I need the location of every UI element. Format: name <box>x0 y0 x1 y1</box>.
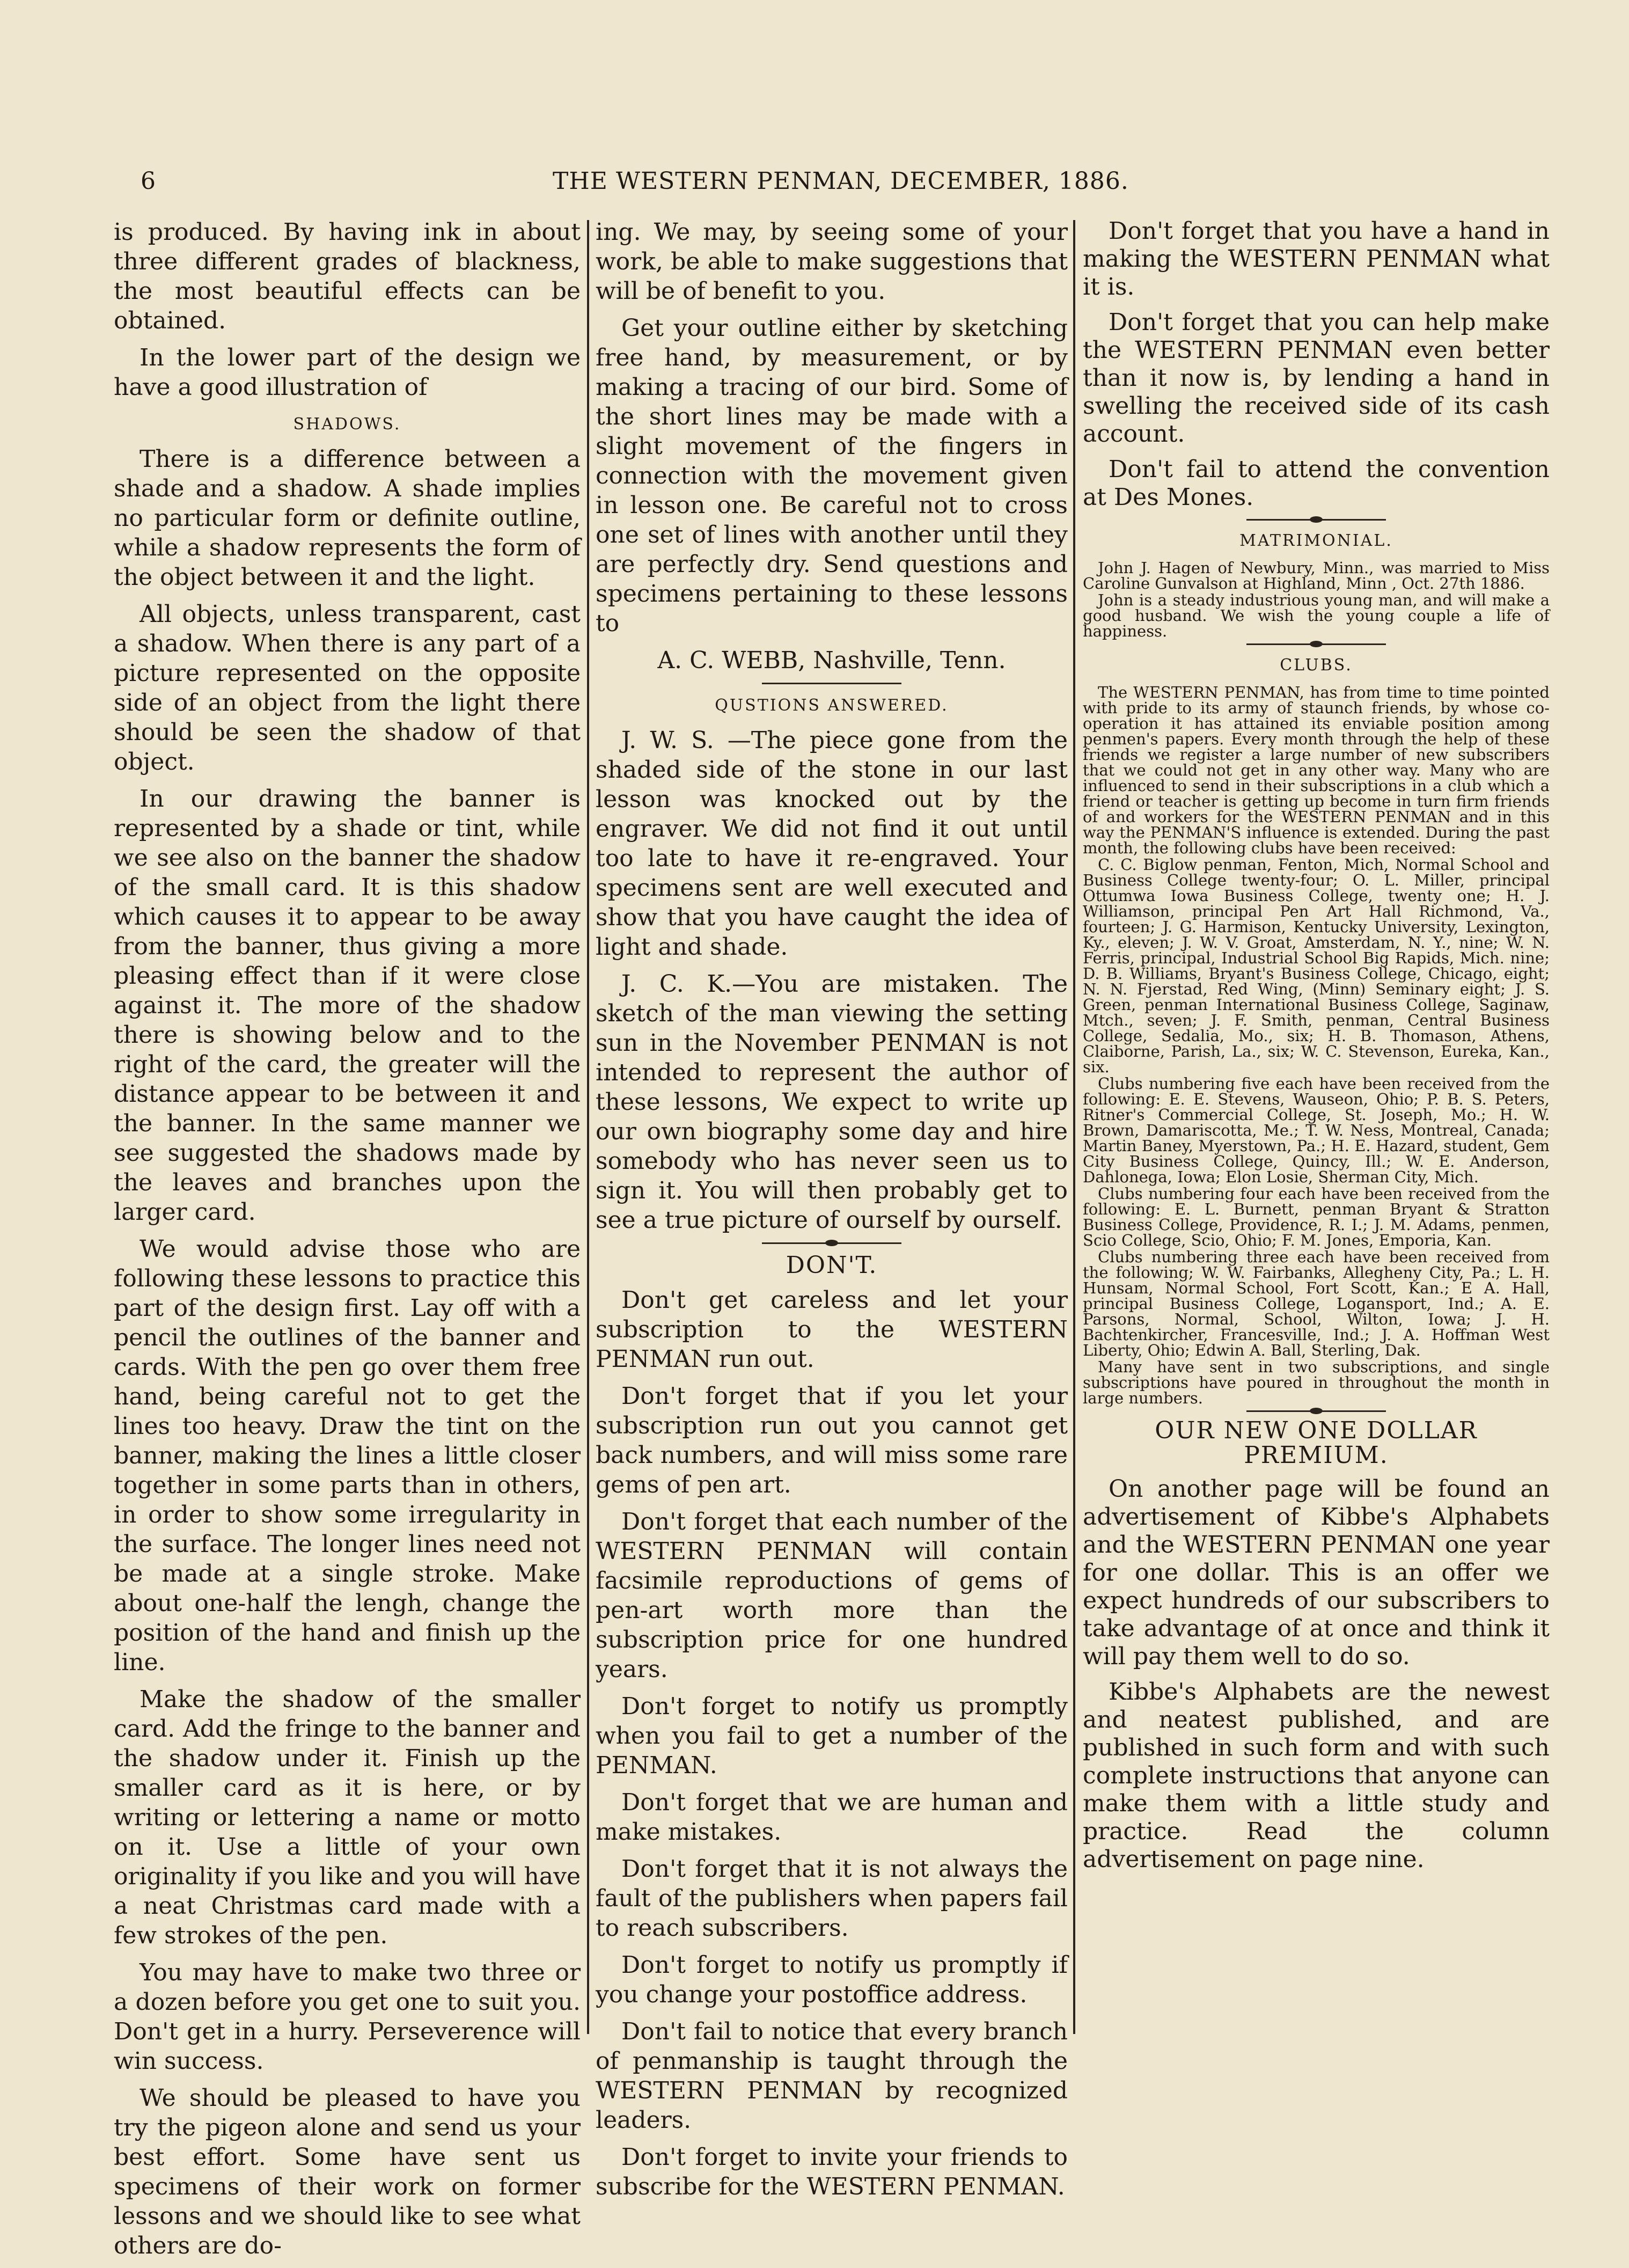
section-heading-questions: QUSTIONS ANSWERED. <box>715 696 949 715</box>
separator-ornament <box>1246 519 1386 521</box>
separator-ornament <box>762 1242 901 1244</box>
paragraph: ing. We may, by seeing some of your work, be able to make suggestions that will be of benefit to you. <box>596 218 1068 305</box>
section-heading-dont: DON'T. <box>786 1252 878 1279</box>
separator-ornament <box>1246 1410 1386 1412</box>
paragraph: All objects, unless transparent, cast a shadow. When there is any part of a picture represented on the opposite side of an object from the light there should be seen the shadow of that object. <box>114 601 581 775</box>
column-2 <box>596 217 1068 2209</box>
column-3 <box>1083 217 1550 1881</box>
separator-ornament <box>1246 643 1386 645</box>
section-heading-shadows: SHADOWS. <box>293 415 401 434</box>
section-heading-matrimonial: MATRIMONIAL. <box>1239 531 1393 550</box>
column-1 <box>114 217 581 2268</box>
page-number: 6 <box>141 167 156 195</box>
notice-paragraph: John is a steady industrious young man, and will make a good husband. We wish the young couple a life of happiness. <box>1083 591 1550 640</box>
premium-paragraph: On another page will be found an advertisement of Kibbe's Alphabets and the WESTERN PENMAN one year for one dollar. This is an offer we expect hundreds of our subscribers to take advantage of at once and think it will pay them well to do so. <box>1083 1475 1550 1670</box>
clubs-notice <box>1083 685 1550 1406</box>
masthead-title: THE WESTERN PENMAN, DECEMBER, 1886. <box>553 167 1129 195</box>
premium-paragraph: Kibbe's Alphabets are the newest and neatest published, and are published in such form and with such complete instructions that anyone can make them with a little study and practice. Read the column advertisement on page nine. <box>1083 1678 1550 1873</box>
clubs-paragraph: Clubs numbering five each have been received from the following: E. E. Stevens, Wauseon, Ohio; P. B. S. Peters, Ritner's Commercial College, St. Joseph, Mo.; H. W. Brown, Damariscotta, Me.; T. W. Ness, Montreal, Canada; Martin Baney, Myerstown, Pa.; H. E. Hazard, student, Gem City Business College, Quincy, Ill.; W. E. Anderson, Dahlonega, Iowa; Elon Losie, Sherman City, Mich. <box>1083 1074 1550 1186</box>
answer-paragraph: J. C. K.—You are mistaken. The sketch of the man viewing the setting sun in the November PENMAN is not intended to represent the author of these lessons, We expect to write up our own biography some day and hire somebody who has never seen us to sign it. You will then probably get to see a true picture of ourself by ourself. <box>596 970 1068 1234</box>
answer-paragraph: J. W. S. —The piece gone from the shaded side of the stone in our last lesson was knocked out by the engraver. We did not find it out until too late to have it re-engraved. Your specimens sent are well executed and show that you have caught the idea of light and shade. <box>596 727 1068 961</box>
dont-item: Don't fail to notice that every branch of penmanship is taught through the WESTERN PENMAN by recognized leaders. <box>596 2018 1068 2134</box>
clubs-paragraph: Clubs numbering three each have been received from the following; W. W. Fairbanks, Allegheny City, Pa.; L. H. Hunsam, Normal School, Fort Scott, Kan.; E A. Hall, principal Business College, Logansport, Ind.; A. E. Parsons, Normal, School, Wilton, Iowa; J. H. Bachtenkircher, Francesville, Ind.; J. A. Hoffman West Liberty, Ohio; Edwin A. Ball, Sterling, Dak. <box>1083 1248 1550 1359</box>
dont-item: Don't forget to notify us promptly if you change your postoffice address. <box>596 1951 1068 2008</box>
dont-item: Don't forget that it is not always the fault of the publishers when papers fail to reach subscribers. <box>596 1855 1068 1942</box>
dont-item: Don't forget that you can help make the WESTERN PENMAN even better than it now is, by lending a hand in swelling the received side of its cash account. <box>1083 309 1550 448</box>
paragraph: There is a difference between a shade and a shadow. A shade implies no particular form or definite outline, while a shadow represents the form of the object between it and the light. <box>114 445 581 591</box>
paragraph: We would advise those who are following these lessons to practice this part of the design first. Lay off with a pencil the outlines of the banner and cards. With the pen go over them free hand, being careful not to get the lines too heavy. Draw the tint on the banner, making the lines a little closer together in some parts than in others, in order to show some irregularity in the surface. The longer lines need not be made at a single stroke. Make about one-half the lengh, change the position of the hand and finish up the line. <box>114 1235 581 1676</box>
dont-item: Don't forget that each number of the WESTERN PENMAN will contain facsimile reproductions of gems of pen-art worth more than the subscription price for one hundred years. <box>596 1508 1068 1683</box>
separator-rule <box>762 683 901 684</box>
paragraph: In the lower part of the design we have a good illustration of <box>114 344 581 401</box>
clubs-paragraph: Many have sent in two subscriptions, and single subscriptions have poured in throughout the month in large numbers. <box>1083 1358 1550 1407</box>
paragraph: In our drawing the banner is represented by a shade or tint, while we see also on the banner the shadow of the small card. It is this shadow which causes it to appear to be away from the banner, thus giving a more pleasing effect than if it were close against it. The more of the shadow there is showing below and to the right of the card, the greater will the distance appear to be between it and the banner. In the same manner we see suggested the shadows made by the leaves and branches upon the larger card. <box>114 785 581 1226</box>
paragraph: is produced. By having ink in about three different grades of blackness, the most beautiful effects can be obtained. <box>114 218 581 334</box>
section-heading-clubs: CLUBS. <box>1280 656 1353 675</box>
page-header <box>113 161 1540 204</box>
paragraph: Get your outline either by sketching free hand, by measurement, or by making a tracing of our bird. Some of the short lines may be made with a slight movement of the fingers in connection with the movement given in lesson one. Be careful not to cross one set of lines with another until they are perfectly dry. Send questions and specimens pertaining to these lessons to <box>596 314 1068 637</box>
matrimonial-notice <box>1083 560 1550 639</box>
column-rule-1 <box>587 220 589 2034</box>
dont-item: Don't forget that if you let your subscription run out you cannot get back numbers, and will miss some rare gems of pen art. <box>596 1382 1068 1498</box>
clubs-paragraph: Clubs numbering four each have been received from the following: E. L. Burnett, penman Bryant & Stratton Business College, Providence, R. I.; J. M. Adams, penmen, Scio College, Scio, Ohio; F. M. Jones, Emporia, Kan. <box>1083 1184 1550 1249</box>
clubs-paragraph: The WESTERN PENMAN, has from time to time pointed with pride to its army of staunch friends, by whose co-operation it has attained its enviable position among penmen's papers. Every month through the help of these friends we register a large number of new subscribers that we could not get in any other way. Many who are influenced to send in their subscriptions in a club which a friend or teacher is getting up become in turn firm friends of and workers for the WESTERN PENMAN and in this way the PENMAN'S influence is extended. During the past month, the following clubs have been received: <box>1083 683 1550 857</box>
paragraph: Make the shadow of the smaller card. Add the fringe to the banner and the shadow under it. Finish up the smaller card as it is here, or by writing or lettering a name or motto on it. Use a little of your own originality if you like and you will have a neat Christmas card made with a few strokes of the pen. <box>114 1686 581 1949</box>
dont-item: Don't forget that we are human and make mistakes. <box>596 1789 1068 1846</box>
dont-item: Don't forget to notify us promptly when you fail to get a number of the PENMAN. <box>596 1693 1068 1779</box>
clubs-paragraph: C. C. Biglow penman, Fenton, Mich, Normal School and Business College twenty-four; O. L. Miller, principal Ottumwa Iowa Business College, twenty one; H. J. Williamson, principal Pen Art Hall Richmond, Va., fourteen; J. G. Harmison, Kentucky University, Lexington, Ky., eleven; J. W. V. Groat, Amsterdam, N. Y., nine; W. N. Ferris, principal, Industrial School Big Rapids, Mich. nine; D. B. Williams, Bryant's Business College, Chicago, eight; N. N. Fjerstad, Red Wing, (Minn) Seminary eight; J. S. Green, penman International Business College, Saginaw, Mtch., seven; J. F. Smith, penman, Central Business College, Sedalia, Mo., six; H. B. Thomason, Athens, Claiborne, Parish, La., six; W. C. Stevenson, Eureka, Kan., six. <box>1083 855 1550 1076</box>
dont-item: Don't forget that you have a hand in making the WESTERN PENMAN what it is. <box>1083 217 1550 301</box>
paragraph: We should be pleased to have you try the pigeon alone and send us your best effort. Some have sent us specimens of their work on former lessons and we should like to see what others are do- <box>114 2084 581 2259</box>
section-heading-premium: OUR NEW ONE DOLLAR PREMIUM. <box>1155 1417 1478 1469</box>
dont-item: Don't fail to attend the convention at Des Mones. <box>1083 456 1550 511</box>
notice-paragraph: John J. Hagen of Newbury, Minn., was married to Miss Caroline Gunvalson at Highland, Minn , Oct. 27th 1886. <box>1083 559 1550 592</box>
column-rule-2 <box>1073 220 1075 2034</box>
paragraph: You may have to make two three or a dozen before you get one to suit you. Don't get in a hurry. Perseverence will win success. <box>114 1959 581 2075</box>
dont-item: Don't get careless and let your subscription to the WESTERN PENMAN run out. <box>596 1286 1068 1373</box>
signature: A. C. WEBB, Nashville, Tenn. <box>657 647 1006 674</box>
dont-item: Don't forget to invite your friends to subscribe for the WESTERN PENMAN. <box>596 2143 1068 2200</box>
